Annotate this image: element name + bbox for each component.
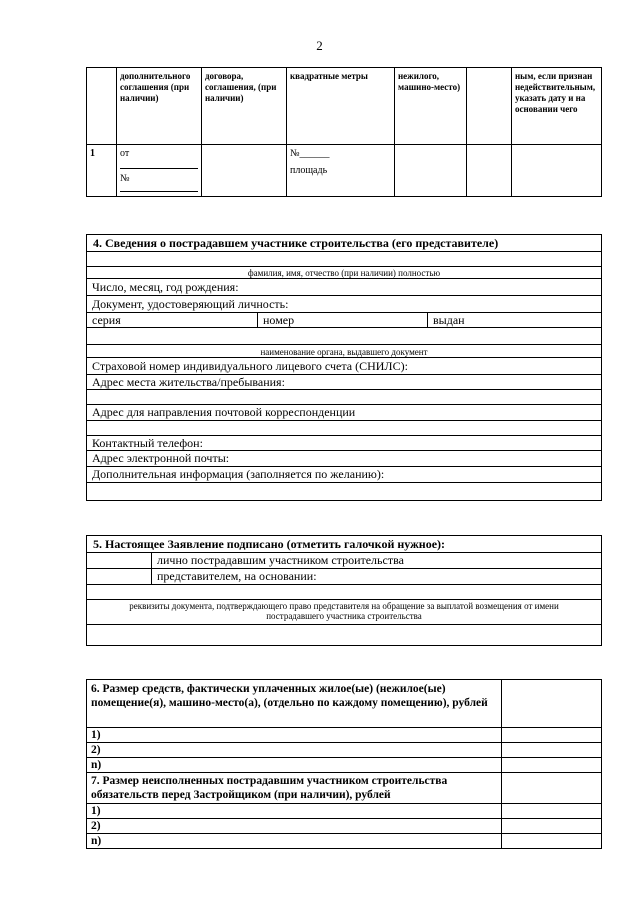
header-cell: квадратные метры	[287, 68, 395, 145]
section-6-item: n)	[87, 758, 502, 773]
dob-field[interactable]: Число, месяц, год рождения:	[92, 280, 239, 294]
extra-info-field[interactable]: Дополнительная информация (заполняется по желанию):	[92, 467, 385, 481]
area-number-label: №______	[290, 148, 330, 159]
section-7-value[interactable]	[502, 834, 602, 849]
date-label: от	[120, 148, 130, 159]
header-cell: ным, если признан недействительным, указать дату и на основании чего	[512, 68, 602, 145]
option-personal[interactable]: лично пострадавшим участником строительства	[157, 553, 404, 567]
payments-table	[86, 679, 602, 849]
section-7-item: 2)	[87, 819, 502, 834]
section-7-value[interactable]	[502, 804, 602, 819]
number-label: №	[120, 173, 130, 184]
series-field[interactable]: серия	[92, 313, 121, 327]
section-6-value[interactable]	[502, 728, 602, 743]
fio-caption: фамилия, имя, отчество (при наличии) полностью	[247, 268, 441, 278]
contract-cell	[202, 145, 287, 197]
snils-field[interactable]: Страховой номер индивидуального лицевого счета (СНИЛС):	[92, 359, 408, 373]
section-5	[86, 535, 602, 646]
postal-address-field[interactable]: Адрес для направления почтовой корреспонденции	[92, 405, 356, 419]
area-label: площадь	[290, 165, 328, 176]
page-number: 2	[316, 38, 323, 53]
section-6-title: 6. Размер средств, фактически уплаченных жилое(ые) (нежилое(ые) помещение(я), машино-место(а), (отдельно по каждому помещению), рублей	[87, 680, 502, 728]
section-6-value[interactable]	[502, 743, 602, 758]
issuer-caption: наименование органа, выдавшего документ	[260, 347, 428, 357]
empty-cell	[467, 145, 512, 197]
section-7-item: 1)	[87, 804, 502, 819]
number-field[interactable]: номер	[263, 313, 295, 327]
agreement-cell	[117, 145, 202, 197]
address-field[interactable]: Адрес места жительства/пребывания:	[92, 375, 285, 389]
email-field[interactable]: Адрес электронной почты:	[92, 451, 230, 465]
option-representative[interactable]: представителем, на основании:	[157, 569, 317, 583]
section-7-title: 7. Размер неисполненных пострадавшим участником строительства обязательств перед Застройщиком (при наличии), рублей	[87, 773, 502, 804]
top-table	[86, 67, 602, 197]
date-line	[120, 167, 198, 169]
header-cell: нежилого, машино-место)	[395, 68, 467, 145]
rep-doc-caption: реквизиты документа, подтверждающего право представителя на обращение за выплатой возмещения от имени пострадавшего участника строительства	[129, 601, 559, 621]
section-6-item: 2)	[87, 743, 502, 758]
id-doc-label: Документ, удостоверяющий личность:	[92, 297, 289, 311]
section-6-total[interactable]	[502, 680, 602, 728]
section-5-title: 5. Настоящее Заявление подписано (отметить галочкой нужное):	[93, 537, 446, 551]
section-4-title: 4. Сведения о пострадавшем участнике строительства (его представителе)	[93, 236, 499, 250]
header-cell: договора, соглашения, (при наличии)	[202, 68, 287, 145]
area-cell	[287, 145, 395, 197]
row-number: 1	[87, 145, 117, 197]
issued-field[interactable]: выдан	[433, 313, 465, 327]
section-7-item: n)	[87, 834, 502, 849]
phone-field[interactable]: Контактный телефон:	[92, 436, 203, 450]
header-cell	[467, 68, 512, 145]
section-7-value[interactable]	[502, 819, 602, 834]
top-table-row	[87, 145, 602, 197]
type-cell	[395, 145, 467, 197]
header-cell	[87, 68, 117, 145]
top-table-header-row	[87, 68, 602, 145]
validity-cell	[512, 145, 602, 197]
number-line	[120, 190, 198, 192]
section-6-value[interactable]	[502, 758, 602, 773]
section-4	[86, 234, 602, 501]
header-cell: дополнительного соглашения (при наличии)	[117, 68, 202, 145]
section-7-total[interactable]	[502, 773, 602, 804]
section-6-item: 1)	[87, 728, 502, 743]
